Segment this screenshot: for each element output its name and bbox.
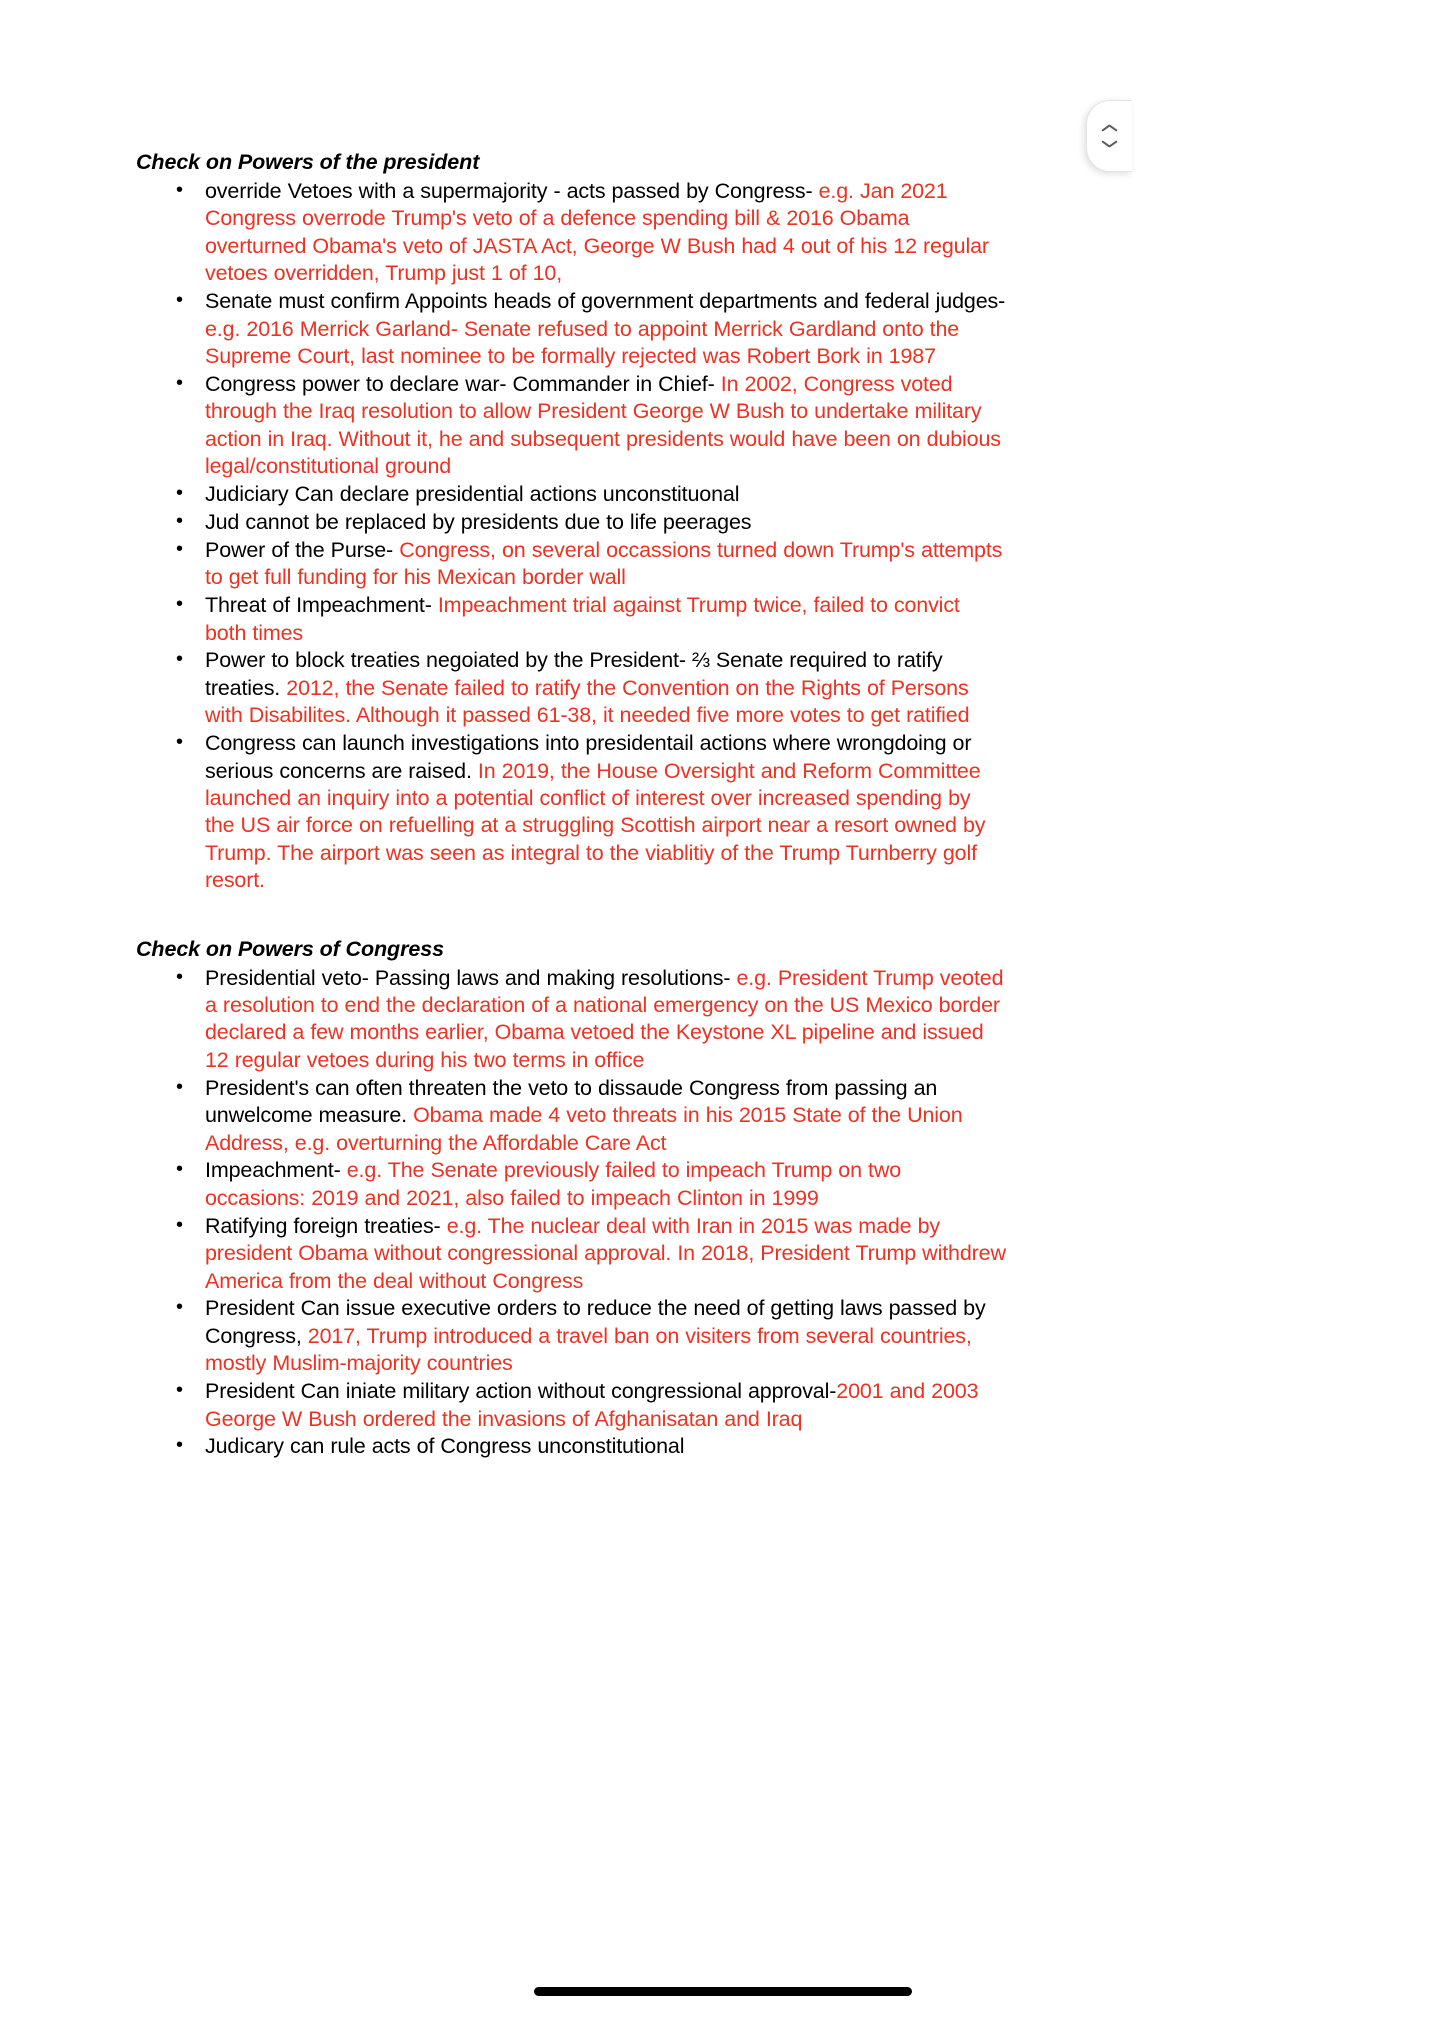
bullet-item bbox=[136, 647, 1006, 729]
notes-sections bbox=[136, 148, 1006, 1461]
home-indicator[interactable] bbox=[534, 1987, 912, 1996]
bullet-text-highlight: 2001 and 2003 George W Bush ordered the invasions of Afghanisatan and Iraq bbox=[205, 1379, 979, 1431]
bullet-text-highlight: 2012, the Senate failed to ratify the Convention on the Rights of Persons with Disabilites. Although it passed 61-38, it needed five more votes to get ratified bbox=[205, 675, 970, 728]
bullet-text: Threat of Impeachment- bbox=[205, 593, 438, 618]
bullet-text: Ratifying foreign treaties- bbox=[205, 1213, 447, 1238]
bullet-item bbox=[136, 730, 1006, 894]
notes-section bbox=[136, 935, 1006, 1461]
bullet-text: Jud cannot be replaced by presidents due to life peerages bbox=[205, 509, 752, 534]
bullet-item bbox=[136, 1075, 1006, 1157]
bullet-item bbox=[136, 288, 1006, 370]
bullet-text-highlight: Obama made 4 veto threats in his 2015 State of the Union Address, e.g. overturning the Affordable Care Act bbox=[205, 1103, 963, 1155]
bullet-item bbox=[136, 965, 1006, 1075]
bullet-item bbox=[136, 481, 1006, 508]
bullet-text: Impeachment- bbox=[205, 1158, 347, 1183]
bullet-item bbox=[136, 1295, 1006, 1377]
bullet-list bbox=[136, 965, 1006, 1461]
bullet-text: Congress power to declare war- Commander in Chief- bbox=[205, 371, 721, 396]
bullet-text: Judicary can rule acts of Congress unconstitutional bbox=[205, 1434, 685, 1459]
bullet-list bbox=[136, 178, 1006, 895]
bullet-item bbox=[136, 592, 1006, 647]
bullet-item bbox=[136, 1213, 1006, 1295]
notes-section bbox=[136, 148, 1006, 895]
bullet-text-highlight: e.g. President Trump veoted a resolution to end the declaration of a national emergency on the US Mexico border declared a few months earlier, Obama vetoed the Keystone XL pipeline and issued 12 regular vetoes during his two terms in office bbox=[205, 965, 1004, 1072]
bullet-text-highlight: e.g. 2016 Merrick Garland- Senate refused to appoint Merrick Gardland onto the Supreme Court, last nominee to be formally rejected was Robert Bork in 1987 bbox=[205, 316, 960, 368]
bullet-text-highlight: 2017, Trump introduced a travel ban on visiters from several countries, mostly Muslim-majority countries bbox=[205, 1323, 972, 1376]
bullet-text: President Can iniate military action without congressional approval- bbox=[205, 1379, 837, 1404]
bullet-text-highlight: Congress, on several occassions turned down Trump's attempts to get full funding for his Mexican border wall bbox=[205, 537, 1003, 590]
bullet-item bbox=[136, 1157, 1006, 1212]
bullet-text-highlight: e.g. Jan 2021 Congress overrode Trump's veto of a defence spending bill & 2016 Obama overturned Obama's veto of JASTA Act, George W Bush had 4 out of his 12 regular vetoes overridden, Trump just 1 of 10, bbox=[205, 179, 989, 286]
bullet-text-highlight: e.g. The Senate previously failed to impeach Trump on two occasions: 2019 and 2021, also failed to impeach Clinton in 1999 bbox=[205, 1158, 902, 1210]
bullet-text-highlight: Impeachment trial against Trump twice, failed to convict both times bbox=[205, 593, 960, 645]
bullet-text: Power of the Purse- bbox=[205, 537, 400, 562]
bullet-text: Presidential veto- Passing laws and making resolutions- bbox=[205, 965, 737, 990]
bullet-text-highlight: In 2002, Congress voted through the Iraq resolution to allow President George W Bush to undertake military action in Iraq. Without it, he and subsequent presidents would have been on dubious legal/constitutional ground bbox=[205, 371, 1001, 479]
chevron-up-icon[interactable] bbox=[1101, 124, 1118, 133]
bullet-text: Senate must confirm Appoints heads of government departments and federal judges- bbox=[205, 289, 1006, 314]
chevron-down-icon[interactable] bbox=[1101, 140, 1118, 149]
bullet-text: Power to block treaties negoiated by the President- ⅔ Senate required to ratify treaties. bbox=[205, 648, 943, 700]
bullet-item bbox=[136, 1378, 1006, 1433]
bullet-text: Congress can launch investigations into presidentail actions where wrongdoing or serious concerns are raised. bbox=[205, 731, 972, 783]
bullet-item bbox=[136, 178, 1006, 288]
bullet-text-highlight: e.g. The nuclear deal with Iran in 2015 was made by president Obama without congressional approval. In 2018, President Trump withdrew America from the deal without Congress bbox=[205, 1213, 1006, 1293]
bullet-item bbox=[136, 1433, 1006, 1460]
bullet-text: Judiciary Can declare presidential actions unconstituonal bbox=[205, 481, 740, 506]
bullet-text: override Vetoes with a supermajority - acts passed by Congress- bbox=[205, 179, 819, 203]
document-body bbox=[136, 148, 1006, 1461]
bullet-item bbox=[136, 537, 1006, 592]
bullet-text-highlight: In 2019, the House Oversight and Reform Committee launched an inquiry into a potential conflict of interest over increased spending by the US air force on refuelling at a struggling Scottish airport near a resort owned by Trump. The airport was seen as integral to the viablitiy of the Trump Turnberry golf resort. bbox=[205, 758, 986, 893]
bullet-item bbox=[136, 509, 1006, 536]
section-heading: Check on Powers of Congress bbox=[136, 936, 444, 961]
section-heading: Check on Powers of the president bbox=[136, 150, 480, 174]
scroll-position-control[interactable] bbox=[1086, 100, 1132, 172]
bullet-text: President's can often threaten the veto to dissaude Congress from passing an unwelcome measure. bbox=[205, 1075, 938, 1128]
bullet-text: President Can issue executive orders to reduce the need of getting laws passed by Congress, bbox=[205, 1296, 986, 1348]
bullet-item bbox=[136, 371, 1006, 481]
